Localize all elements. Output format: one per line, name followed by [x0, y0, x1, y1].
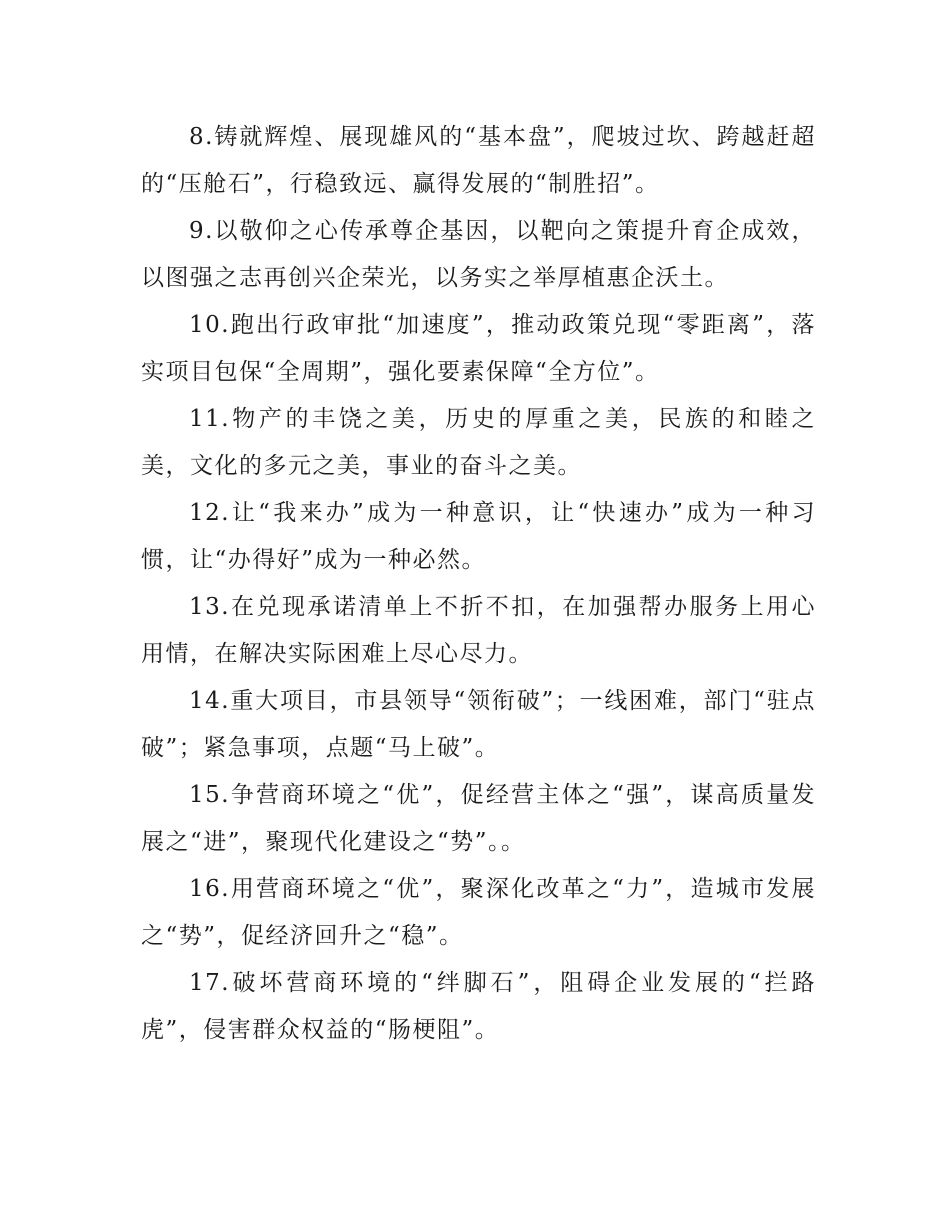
paragraph-10: 10.跑出行政审批“加速度”，推动政策兑现“零距离”，落实项目包保“全周期”，强化要素保障“全方位”。: [141, 312, 816, 385]
paragraph-13: 13.在兑现承诺清单上不折不扣，在加强帮办服务上用心用情，在解决实际困难上尽心尽力。: [141, 594, 816, 667]
paragraph-17: 17.破坏营商环境的“绊脚石”，阻碍企业发展的“拦路虎”，侵害群众权益的“肠梗阻”。: [141, 970, 816, 1043]
paragraph-8: 8.铸就辉煌、展现雄风的“基本盘”，爬坡过坎、跨越赶超的“压舱石”，行稳致远、赢得发展的“制胜招”。: [141, 124, 816, 197]
paragraph-9: 9.以敬仰之心传承尊企基因，以靶向之策提升育企成效，以图强之志再创兴企荣光，以务实之举厚植惠企沃土。: [141, 218, 816, 291]
paragraph-12: 12.让“我来办”成为一种意识，让“快速办”成为一种习惯，让“办得好”成为一种必然。: [141, 500, 816, 573]
paragraph-14: 14.重大项目，市县领导“领衔破”；一线困难，部门“驻点破”；紧急事项，点题“马上破”。: [141, 688, 816, 761]
paragraph-15: 15.争营商环境之“优”，促经营主体之“强”，谋高质量发展之“进”，聚现代化建设之“势”。。: [141, 782, 816, 855]
document-body: [141, 114, 816, 1054]
paragraph-16: 16.用营商环境之“优”，聚深化改革之“力”，造城市发展之“势”，促经济回升之“稳”。: [141, 876, 816, 949]
paragraph-11: 11.物产的丰饶之美，历史的厚重之美，民族的和睦之美，文化的多元之美，事业的奋斗之美。: [141, 406, 816, 479]
